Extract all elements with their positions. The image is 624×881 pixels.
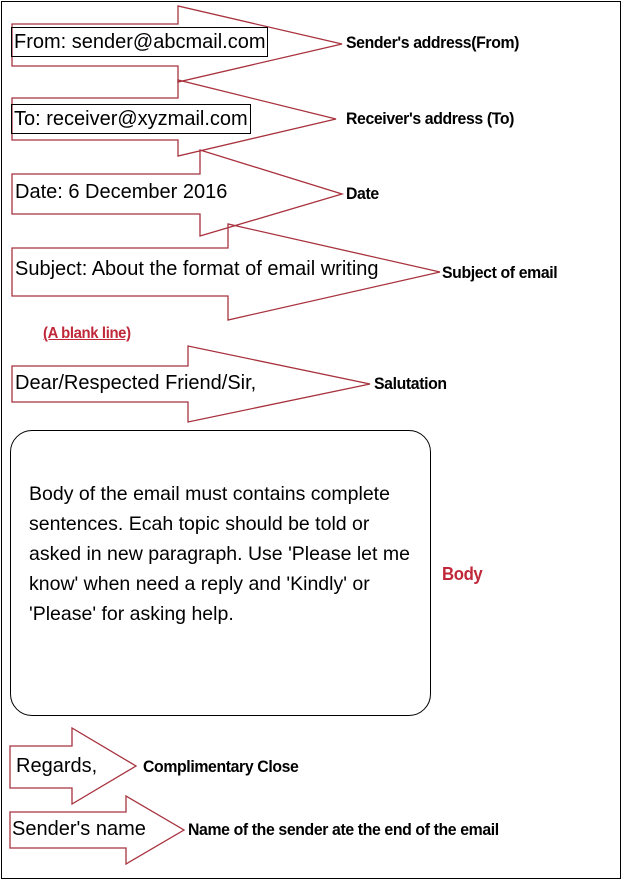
sender-name-label: Name of the sender ate the end of the email xyxy=(188,820,499,839)
body-line: sentences. Ecah topic should be told or xyxy=(29,513,370,535)
body-line: know' when need a reply and 'Kindly' or xyxy=(29,573,370,595)
body-line: Body of the email must contains complete xyxy=(29,483,390,505)
close-field: Regards, xyxy=(16,755,98,777)
subject-field: Subject: About the format of email writing xyxy=(15,258,379,280)
sender-name-field: Sender's name xyxy=(12,818,146,840)
close-label: Complimentary Close xyxy=(143,757,299,776)
body-box xyxy=(10,430,431,716)
body-label: Body xyxy=(442,564,483,584)
salutation-field: Dear/Respected Friend/Sir, xyxy=(15,372,257,394)
body-line: asked in new paragraph. Use 'Please let me xyxy=(29,543,410,565)
body-line: 'Please' for asking help. xyxy=(29,603,234,625)
subject-label: Subject of email xyxy=(442,263,558,282)
date-field: Date: 6 December 2016 xyxy=(15,181,228,203)
to-field: To: receiver@xyzmail.com xyxy=(11,104,251,134)
to-label: Receiver's address (To) xyxy=(346,109,515,128)
from-field: From: sender@abcmail.com xyxy=(11,27,268,57)
date-label: Date xyxy=(346,184,379,203)
from-label: Sender's address(From) xyxy=(346,33,520,52)
blank-line-note: (A blank line) xyxy=(43,325,131,342)
salutation-label: Salutation xyxy=(374,374,447,393)
